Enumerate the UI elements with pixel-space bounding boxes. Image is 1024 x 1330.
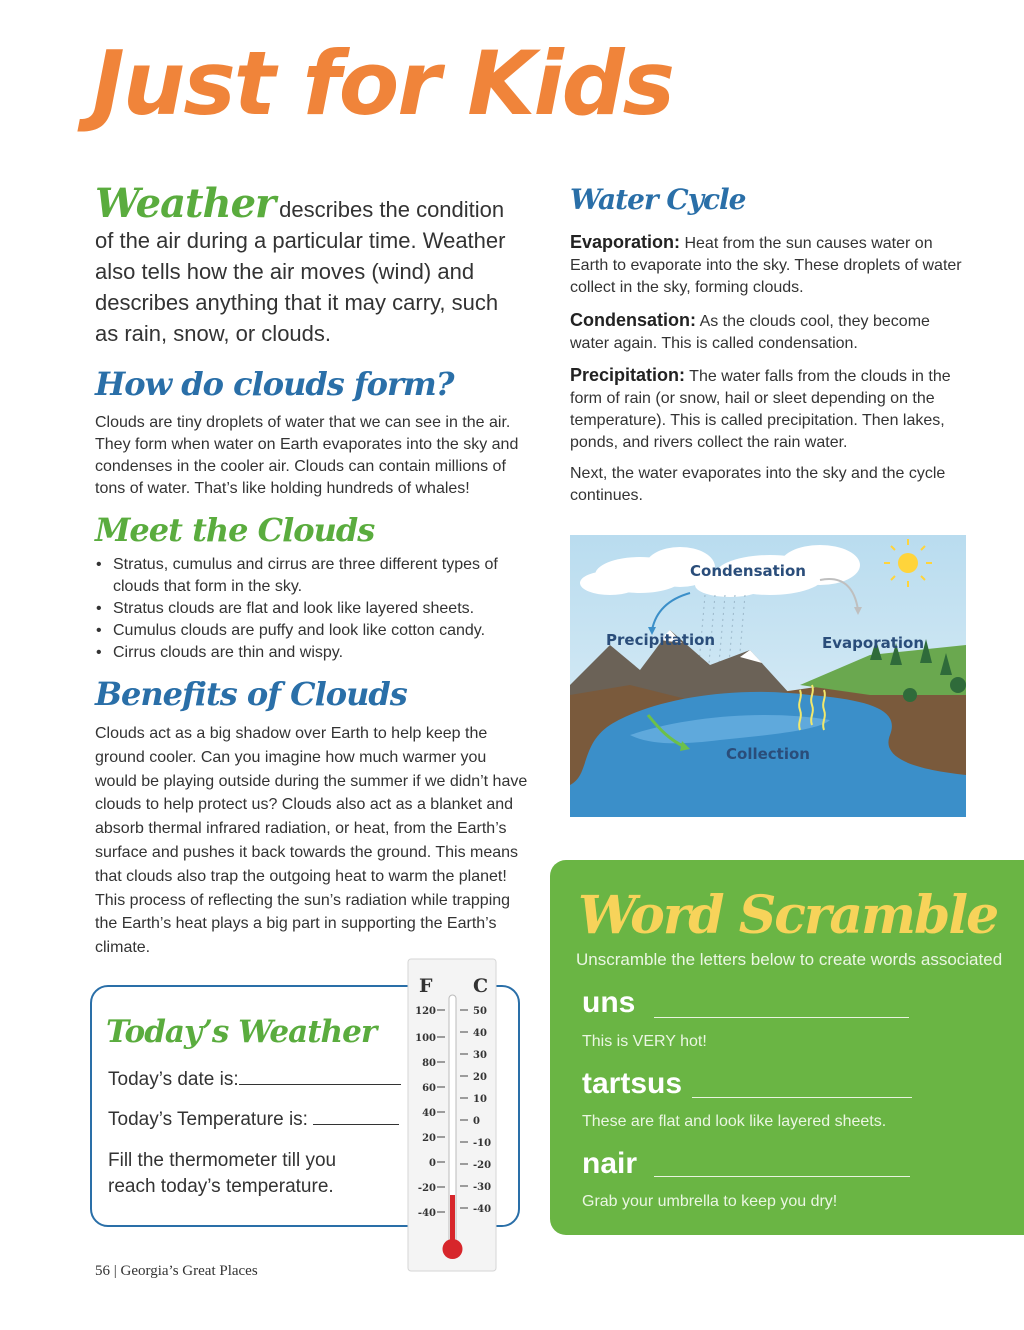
thermo-c-label: C bbox=[473, 975, 489, 997]
f-tick: 0 bbox=[429, 1158, 436, 1169]
benefits-text: Clouds act as a big shadow over Earth to help keep the ground cooler. Can you imagine how much warmer you would be playing outside during the summer if we didn’t have clouds to help protect us? Clouds also act as a blanket and absorb thermal infrared radiation, or heat, from the Earth’s surface and pushes it back towards the ground. This means that clouds also trap the outgoing heat to warm the planet! This process of reflecting the sun’s radiation while trapping the Earth’s heat plays a big part in supporting the Earth’s climate. bbox=[95, 725, 528, 957]
clouds-form-text: Clouds are tiny droplets of water that we can see in the air. They form when water on Earth evaporates into the sky and condenses in the cooler air. Clouds can contain millions of tons of water. That’s like holding hundreds of whales! bbox=[95, 414, 519, 497]
scramble-hint-1: This is VERY hot! bbox=[582, 1033, 707, 1050]
scramble-word-2: tartsus bbox=[582, 1067, 683, 1100]
f-tick: 40 bbox=[422, 1108, 436, 1119]
c-tick: 20 bbox=[473, 1072, 487, 1083]
evaporation-paragraph bbox=[570, 231, 970, 299]
answer-line-2[interactable] bbox=[692, 1097, 912, 1098]
c-tick: -30 bbox=[473, 1182, 492, 1193]
water-cycle-heading: Water Cycle bbox=[570, 183, 746, 216]
condensation-term: Condensation: bbox=[570, 310, 696, 330]
temp-label: Today’s Temperature is: bbox=[108, 1109, 308, 1130]
f-tick: 120 bbox=[415, 1006, 436, 1017]
next-paragraph: Next, the water evaporates into the sky and the cycle continues. bbox=[570, 465, 946, 504]
scramble-hint-2: These are flat and look like layered sheets. bbox=[582, 1113, 887, 1130]
c-tick: 50 bbox=[473, 1006, 487, 1017]
meet-clouds-list bbox=[96, 554, 516, 664]
date-field[interactable] bbox=[239, 1067, 401, 1085]
list-item: • Cumulus clouds are puffy and look like cotton candy. bbox=[96, 620, 516, 642]
f-tick: 100 bbox=[415, 1033, 436, 1044]
condensation-text: As the clouds cool, they become water again. This is called condensation. bbox=[570, 313, 930, 352]
evaporation-term: Evaporation: bbox=[570, 232, 681, 252]
answer-line-1[interactable] bbox=[654, 1017, 909, 1018]
c-tick: 0 bbox=[473, 1116, 480, 1127]
scramble-word-3: nair bbox=[582, 1147, 638, 1180]
f-tick: 60 bbox=[422, 1083, 436, 1094]
water-cycle-diagram bbox=[570, 535, 966, 817]
c-tick: -20 bbox=[473, 1160, 492, 1171]
meet-clouds-heading: Meet the Clouds bbox=[95, 511, 375, 549]
weather-intro bbox=[95, 180, 525, 349]
page-footer: 56 | Georgia’s Great Places bbox=[95, 1263, 258, 1279]
f-tick: 80 bbox=[422, 1058, 436, 1069]
date-label: Today’s date is: bbox=[108, 1069, 239, 1090]
c-tick: 10 bbox=[473, 1094, 487, 1105]
c-tick: 30 bbox=[473, 1050, 487, 1061]
instruction-text: Fill the thermometer till you reach today’s temperature. bbox=[108, 1150, 337, 1197]
weather-intro-text: describes the condition of the air during a particular time. Weather also tells how the air moves (wind) and describes anything that it may carry, such as rain, snow, or clouds. bbox=[95, 197, 506, 346]
diagram-precipitation-label: Precipitation bbox=[606, 631, 716, 649]
word-scramble-box bbox=[550, 860, 1024, 1235]
f-tick: -20 bbox=[417, 1183, 436, 1194]
answer-line-3[interactable] bbox=[654, 1176, 910, 1177]
date-line bbox=[108, 1067, 401, 1093]
diagram-condensation-label: Condensation bbox=[690, 562, 806, 580]
word-scramble-subtitle: Unscramble the letters below to create words associated bbox=[576, 950, 1003, 969]
list-item: • Stratus, cumulus and cirrus are three different types of clouds that form in the sky. bbox=[96, 554, 516, 598]
weather-word: Weather bbox=[95, 180, 276, 227]
scramble-hint-3: Grab your umbrella to keep you dry! bbox=[582, 1193, 838, 1210]
diagram-evaporation-label: Evaporation bbox=[822, 634, 925, 652]
temp-line bbox=[108, 1107, 399, 1133]
scramble-word-1: uns bbox=[582, 986, 636, 1019]
diagram-collection-label: Collection bbox=[726, 745, 810, 763]
condensation-paragraph bbox=[570, 309, 970, 355]
evaporation-text: Heat from the sun causes water on Earth to evaporate into the sky. These droplets of water collect in the sky, forming clouds. bbox=[570, 235, 962, 296]
c-tick: -10 bbox=[473, 1138, 492, 1149]
clouds-form-heading: How do clouds form? bbox=[95, 365, 454, 403]
c-tick: 40 bbox=[473, 1028, 487, 1039]
todays-weather-heading: Today’s Weather bbox=[106, 1014, 377, 1050]
precipitation-term: Precipitation: bbox=[570, 365, 686, 385]
list-item: • Cirrus clouds are thin and wispy. bbox=[96, 642, 516, 664]
temp-field[interactable] bbox=[313, 1107, 399, 1125]
precipitation-paragraph bbox=[570, 364, 970, 454]
list-item: • Stratus clouds are flat and look like layered sheets. bbox=[96, 598, 516, 620]
c-tick: -40 bbox=[473, 1204, 492, 1215]
benefits-heading: Benefits of Clouds bbox=[95, 675, 407, 713]
f-tick: 20 bbox=[422, 1133, 436, 1144]
thermo-f-label: F bbox=[419, 975, 433, 997]
f-tick: -40 bbox=[417, 1208, 436, 1219]
precipitation-text: The water falls from the clouds in the form of rain (or snow, hail or sleet depending on the temperature). This is called precipitation. Then lakes, ponds, and rivers collect the rain water. bbox=[570, 368, 951, 451]
page-title: Just for Kids bbox=[92, 32, 673, 135]
word-scramble-title: Word Scramble bbox=[578, 885, 998, 946]
thermometer[interactable] bbox=[407, 958, 497, 1272]
